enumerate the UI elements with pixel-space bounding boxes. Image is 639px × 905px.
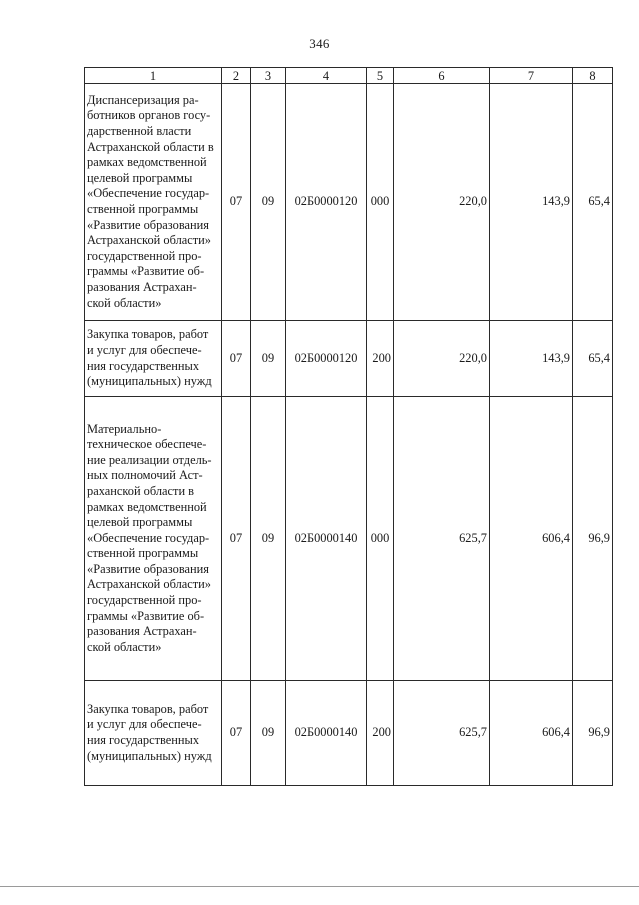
column-header: 1 <box>85 68 222 84</box>
section-code: 07 <box>222 397 251 681</box>
target-article-code: 02Б0000120 <box>286 321 367 397</box>
page-bottom-rule <box>0 886 639 887</box>
column-header: 2 <box>222 68 251 84</box>
column-header: 6 <box>394 68 490 84</box>
section-code: 07 <box>222 321 251 397</box>
target-article-code: 02Б0000140 <box>286 681 367 786</box>
column-header: 7 <box>490 68 573 84</box>
expense-type-code: 000 <box>367 84 394 321</box>
page-number: 346 <box>309 36 330 51</box>
target-article-code: 02Б0000140 <box>286 397 367 681</box>
planned-amount: 220,0 <box>394 321 490 397</box>
expense-type-code: 200 <box>367 321 394 397</box>
column-header: 4 <box>286 68 367 84</box>
executed-amount: 606,4 <box>490 397 573 681</box>
section-code: 07 <box>222 681 251 786</box>
executed-amount: 606,4 <box>490 681 573 786</box>
planned-amount: 625,7 <box>394 681 490 786</box>
budget-table <box>84 67 613 786</box>
row-description: Материально- техническое обеспече- ние реализации отдель- ных полномочий Аст- раханской области в рамках ведомственной целевой программы «Обеспечение государ- ственной программы «Развитие образования Астраханской области» государственной про- граммы «Развитие об- разования Астрахан- ской области» <box>85 397 222 681</box>
execution-percent: 65,4 <box>573 321 613 397</box>
executed-amount: 143,9 <box>490 84 573 321</box>
subsection-code: 09 <box>251 397 286 681</box>
table-row <box>85 84 613 321</box>
section-code: 07 <box>222 84 251 321</box>
target-article-code: 02Б0000120 <box>286 84 367 321</box>
expense-type-code: 200 <box>367 681 394 786</box>
planned-amount: 220,0 <box>394 84 490 321</box>
row-description: Закупка товаров, работ и услуг для обеспече- ния государственных (муниципальных) нужд <box>85 321 222 397</box>
subsection-code: 09 <box>251 321 286 397</box>
header-row <box>85 68 613 84</box>
execution-percent: 96,9 <box>573 681 613 786</box>
column-header: 5 <box>367 68 394 84</box>
column-header: 3 <box>251 68 286 84</box>
execution-percent: 96,9 <box>573 397 613 681</box>
subsection-code: 09 <box>251 84 286 321</box>
row-description: Закупка товаров, работ и услуг для обеспече- ния государственных (муниципальных) нужд <box>85 681 222 786</box>
expense-type-code: 000 <box>367 397 394 681</box>
row-description: Диспансеризация ра- ботников органов госу- дарственной власти Астраханской области в рамках ведомственной целевой программы «Обеспечение государ- ственной программы «Развитие образования Астраханской области» государственной про- граммы «Развитие об- разования Астрахан- ской области» <box>85 84 222 321</box>
executed-amount: 143,9 <box>490 321 573 397</box>
planned-amount: 625,7 <box>394 397 490 681</box>
column-header: 8 <box>573 68 613 84</box>
table-row <box>85 397 613 681</box>
execution-percent: 65,4 <box>573 84 613 321</box>
table-row <box>85 321 613 397</box>
table-row <box>85 681 613 786</box>
subsection-code: 09 <box>251 681 286 786</box>
